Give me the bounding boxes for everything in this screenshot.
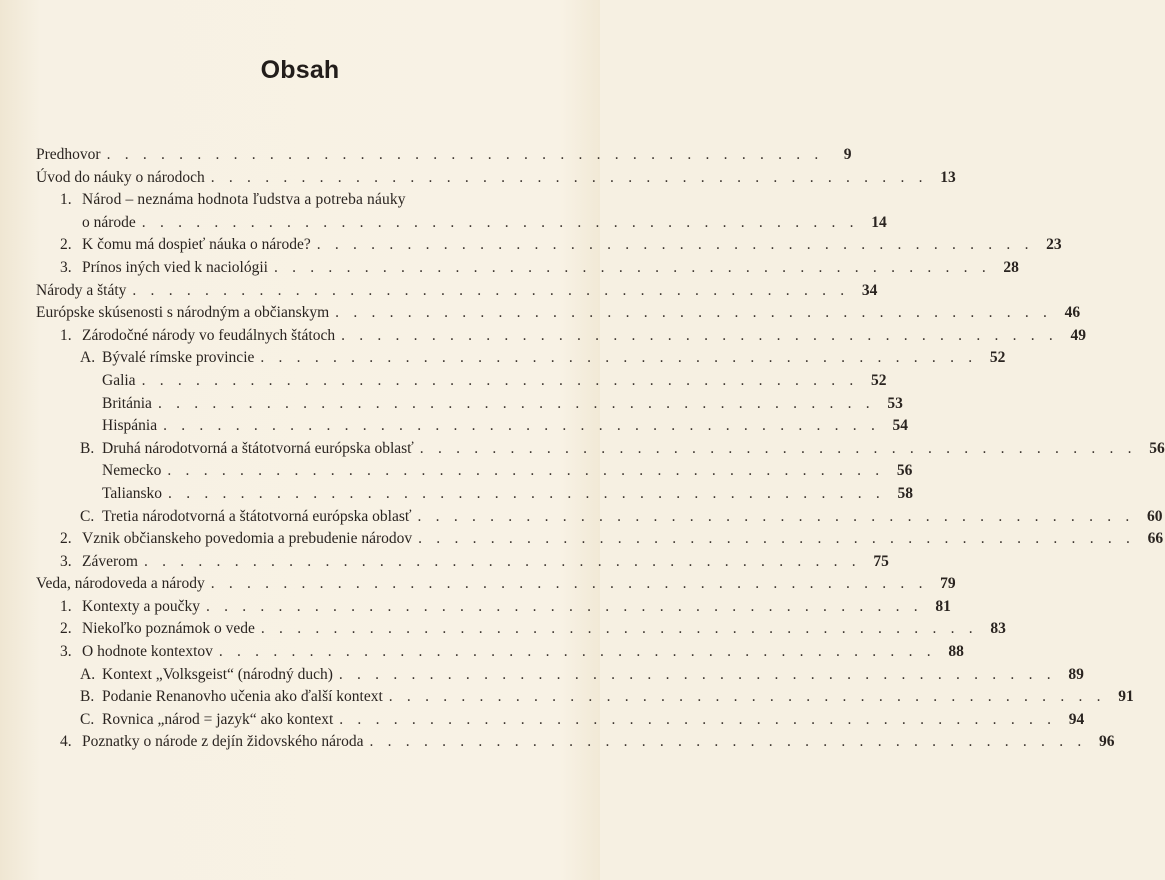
toc-entry-title: Európske skúsenosti s národným a občianskym — [36, 304, 330, 322]
toc-entry-number: C. — [80, 507, 95, 525]
toc-entry-number: A. — [80, 665, 96, 683]
toc-page-number: 96 — [1098, 733, 1115, 751]
toc-entry — [36, 144, 852, 167]
toc-entry-title: Rovnica „národ = jazyk“ ako kontext — [102, 710, 334, 728]
toc-entry-title: Úvod do náuky o národoch — [36, 168, 205, 186]
toc-entry-title: Kontext „Volksgeist“ (národný duch) — [102, 665, 333, 683]
toc-entry-number: 2. — [60, 620, 72, 638]
toc-page-number: 13 — [940, 168, 956, 186]
leader-dots: . . . . . . . . . . . . . . . . . . . . . . . . . . . . . . . . . . . . . . . . — [369, 733, 1087, 751]
toc-page-number: 58 — [897, 484, 913, 502]
toc-entry — [36, 731, 1115, 754]
toc-entry-title: Zárodočné národy vo feudálnych štátoch — [82, 326, 336, 344]
toc-page-number: 53 — [887, 394, 903, 412]
toc-entry-number: 1. — [60, 597, 72, 615]
leader-dots: . . . . . . . . . . . . . . . . . . . . . . . . . . . . . . . . . . . . . . . . — [106, 146, 824, 163]
toc-entry — [36, 528, 1164, 551]
toc-entry — [36, 370, 887, 393]
toc-page-number: 94 — [1068, 710, 1085, 728]
toc-entry-number: 4. — [60, 733, 72, 751]
leader-dots: . . . . . . . . . . . . . . . . . . . . . . . . . . . . . . . . . . . . . . . . — [143, 552, 861, 570]
toc-entry — [36, 460, 913, 483]
toc-entry-title: Bývalé rímske provincie — [102, 349, 255, 367]
leader-dots: . . . . . . . . . . . . . . . . . . . . . . . . . . . . . . . . . . . . . . . . — [163, 417, 881, 435]
toc-entry-number: 3. — [60, 552, 72, 570]
toc-entry-wrapped-first-line — [36, 189, 498, 212]
toc-page-number: 23 — [1046, 236, 1062, 254]
toc-entry-title: Podanie Renanovho učenia ako ďalší kontext — [102, 688, 383, 706]
toc-entry-number: 3. — [60, 258, 72, 276]
toc-entry-title: Kontexty a poučky — [82, 597, 200, 615]
leader-dots: . . . . . . . . . . . . . . . . . . . . . . . . . . . . . . . . . . . . . . . . — [418, 530, 1136, 548]
toc-entry — [36, 618, 1006, 641]
toc-page-number: 56 — [1149, 439, 1165, 457]
leader-dots: . . . . . . . . . . . . . . . . . . . . . . . . . . . . . . . . . . . . . . . . — [341, 326, 1059, 344]
toc-entry — [36, 664, 1084, 687]
toc-entry-title: Veda, národoveda a národy — [36, 575, 205, 593]
toc-page-number: 34 — [861, 281, 878, 299]
toc-entry-title: Galia — [102, 371, 136, 389]
toc-entry-title: Druhá národotvorná a štátotvorná európska oblasť — [102, 439, 414, 457]
toc-page-number: 60 — [1146, 507, 1163, 525]
toc-entry-title: Niekoľko poznámok o vede — [82, 620, 255, 638]
leader-dots: . . . . . . . . . . . . . . . . . . . . . . . . . . . . . . . . . . . . . . . . — [388, 688, 1106, 706]
toc-entry-number: 1. — [60, 191, 72, 209]
leader-dots: . . . . . . . . . . . . . . . . . . . . . . . . . . . . . . . . . . . . . . . . — [273, 258, 991, 276]
toc-page-number: 46 — [1064, 304, 1081, 322]
toc-entry-title: Británia — [102, 394, 152, 412]
toc-page-number: 52 — [871, 371, 887, 389]
toc-entry-title: Prínos iných vied k naciológii — [82, 258, 268, 276]
toc-entry-number: 3. — [60, 643, 72, 661]
toc-entry-number: 2. — [60, 530, 72, 548]
toc-page-number: 91 — [1118, 688, 1134, 706]
toc-entry-title: Národ – neznáma hodnota ľudstva a potreba náuky — [82, 191, 406, 209]
toc-entry-title: Taliansko — [102, 484, 163, 502]
toc-entry — [36, 483, 913, 506]
leader-dots: . . . . . . . . . . . . . . . . . . . . . . . . . . . . . . . . . . . . . . . . — [218, 643, 936, 661]
leader-dots: . . . . . . . . . . . . . . . . . . . . . . . . . . . . . . . . . . . . . . . . — [260, 349, 978, 367]
leader-dots: . . . . . . . . . . . . . . . . . . . . . . . . . . . . . . . . . . . . . . . . — [335, 304, 1053, 322]
toc-entry-title: Poznatky o národe z dejín židovského národa — [82, 733, 364, 751]
toc-entry-title: Predhovor — [36, 146, 101, 163]
toc-entry-title: Vznik občianskeho povedomia a prebudenie národov — [82, 530, 413, 548]
toc-entry — [36, 438, 1165, 461]
toc-page-number: 14 — [871, 213, 887, 231]
leader-dots: . . . . . . . . . . . . . . . . . . . . . . . . . . . . . . . . . . . . . . . . — [168, 484, 885, 502]
toc-page-number: 28 — [1003, 258, 1019, 276]
toc-page-number: 49 — [1070, 326, 1087, 344]
leader-dots: . . . . . . . . . . . . . . . . . . . . . . . . . . . . . . . . . . . . . . . . — [338, 665, 1056, 683]
toc-entry-title: Hispánia — [102, 417, 158, 435]
toc-page-number: 54 — [892, 417, 909, 435]
toc-page-number: 56 — [896, 462, 913, 480]
toc-entry-title: O hodnote kontextov — [82, 643, 213, 661]
toc-page-number: 81 — [935, 597, 951, 615]
leader-dots: . . . . . . . . . . . . . . . . . . . . . . . . . . . . . . . . . . . . . . . . — [260, 620, 978, 638]
leader-dots: . . . . . . . . . . . . . . . . . . . . . . . . . . . . . . . . . . . . . . . . — [316, 236, 1034, 254]
toc-entry — [36, 302, 1081, 325]
toc-entry — [36, 596, 951, 619]
toc-page-number: 89 — [1068, 665, 1084, 683]
toc-entry-title: Nemecko — [102, 462, 162, 480]
toc-entry — [36, 234, 1062, 257]
leader-dots: . . . . . . . . . . . . . . . . . . . . . . . . . . . . . . . . . . . . . . . . — [141, 213, 859, 231]
toc-page-number: 66 — [1147, 530, 1164, 548]
toc-entry-number: 1. — [60, 326, 72, 344]
toc-entry-number: A. — [80, 349, 96, 367]
toc-entry — [36, 393, 903, 416]
toc-entry — [36, 709, 1085, 732]
toc-entry — [36, 257, 1019, 280]
leader-dots: . . . . . . . . . . . . . . . . . . . . . . . . . . . . . . . . . . . . . . . . — [167, 462, 885, 480]
toc-entry-number: B. — [80, 439, 95, 457]
toc-entry-title: Tretia národotvorná a štátotvorná európska oblasť — [102, 507, 412, 525]
toc-entry — [36, 167, 956, 190]
leader-dots: . . . . . . . . . . . . . . . . . . . . . . . . . . . . . . . . . . . . . . . . — [339, 710, 1057, 728]
toc-entry-title: Záverom — [82, 552, 138, 570]
leader-dots: . . . . . . . . . . . . . . . . . . . . . . . . . . . . . . . . . . . . . . . . — [141, 371, 859, 389]
table-of-contents — [36, 144, 1165, 754]
toc-page-number: 88 — [948, 643, 964, 661]
toc-entry — [36, 280, 878, 303]
page-title: Obsah — [260, 56, 340, 84]
toc-entry-title: Národy a štáty — [36, 281, 127, 299]
toc-entry-title-continued: o národe — [82, 213, 136, 231]
leader-dots: . . . . . . . . . . . . . . . . . . . . . . . . . . . . . . . . . . . . . . . . — [417, 507, 1135, 525]
toc-entry-number: 2. — [60, 236, 72, 254]
toc-entry — [36, 573, 956, 596]
leader-dots: . . . . . . . . . . . . . . . . . . . . . . . . . . . . . . . . . . . . . . . . — [132, 281, 850, 299]
toc-entry-number: C. — [80, 710, 95, 728]
toc-entry — [36, 325, 1087, 348]
toc-entry — [36, 212, 887, 235]
toc-entry-title: K čomu má dospieť náuka o národe? — [82, 236, 311, 254]
leader-dots: . . . . . . . . . . . . . . . . . . . . . . . . . . . . . . . . . . . . . . . . — [157, 394, 875, 412]
toc-page-number: 75 — [873, 552, 889, 570]
leader-dots: . . . . . . . . . . . . . . . . . . . . . . . . . . . . . . . . . . . . . . . . — [210, 168, 928, 186]
toc-entry — [36, 686, 1134, 709]
toc-page-number: 9 — [843, 146, 852, 163]
toc-entry — [36, 506, 1163, 529]
toc-entry — [36, 347, 1006, 370]
leader-dots: . . . . . . . . . . . . . . . . . . . . . . . . . . . . . . . . . . . . . . . . — [205, 597, 923, 615]
leader-dots: . . . . . . . . . . . . . . . . . . . . . . . . . . . . . . . . . . . . . . . . — [419, 439, 1137, 457]
toc-page-number: 79 — [940, 575, 956, 593]
toc-page-number: 83 — [990, 620, 1006, 638]
toc-entry — [36, 641, 964, 664]
toc-entry — [36, 551, 889, 574]
toc-page-number: 52 — [989, 349, 1006, 367]
toc-entry-number: B. — [80, 688, 95, 706]
toc-entry — [36, 415, 909, 438]
leader-dots: . . . . . . . . . . . . . . . . . . . . . . . . . . . . . . . . . . . . . . . . — [210, 575, 928, 593]
